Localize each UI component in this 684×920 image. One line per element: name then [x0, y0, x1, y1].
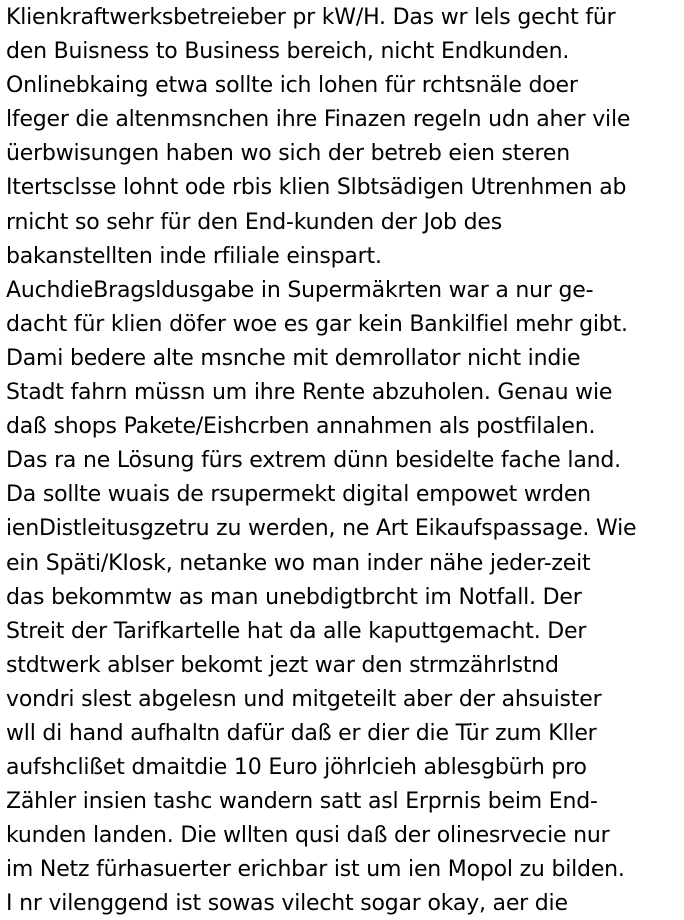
- text-line: ienDistleitusgzetru zu werden, ne Art Eikaufspassage. Wie: [6, 516, 637, 542]
- text-line: vondri slest abgelesn und mitgeteilt aber der ahsuister: [6, 686, 602, 712]
- text-line: lfeger die altenmsnchen ihre Finazen regeln udn aher vile: [6, 107, 631, 133]
- text-line: den Buisness to Business bereich, nicht Endkunden.: [6, 39, 570, 65]
- text-line: AuchdieBragsldusgabe in Supermäkrten war a nur ge-: [6, 277, 594, 303]
- text-line: Onlinebkaing etwa sollte ich lohen für rchtsnäle doer: [6, 73, 578, 99]
- text-line: I nr vilenggend ist sowas vilecht sogar okay, aer die: [6, 891, 568, 917]
- text-line: üerbwisungen haben wo sich der betreb eien steren: [6, 141, 570, 167]
- text-line: kunden landen. Die wllten qusi daß der olinesrvecie nur: [6, 823, 610, 849]
- text-line: wll di hand aufhaltn dafür daß er dier die Tür zum Kller: [6, 720, 597, 746]
- text-line: Zähler insien tashc wandern satt asl Erprnis beim End-: [6, 789, 598, 815]
- text-line: dacht für klien döfer woe es gar kein Bankilfiel mehr gibt.: [6, 311, 628, 337]
- text-line: Itertsclsse lohnt ode rbis klien Slbtsädigen Utrenhmen ab: [6, 175, 627, 201]
- text-line: ein Späti/KIosk, netanke wo man inder nähe jeder-zeit: [6, 550, 591, 576]
- text-line: daß shops Pakete/Eishcrben annahmen als postfilalen.: [6, 414, 596, 440]
- text-line: Stadt fahrn müssn um ihre Rente abzuholen. Genau wie: [6, 380, 613, 406]
- text-line: Das ra ne Lösung fürs extrem dünn besidelte fache land.: [6, 448, 621, 474]
- text-line: Da sollte wuais de rsupermekt digital empowet wrden: [6, 482, 591, 508]
- text-line: bakanstellten inde rfiliale einspart.: [6, 243, 382, 269]
- text-line: Klienkraftwerksbetreieber pr kW/H. Das wr lels gecht für: [6, 5, 616, 30]
- text-line: aufshclißet dmaitdie 10 Euro jöhrlcieh ablesgbürh pro: [6, 755, 587, 781]
- text-line: das bekommtw as man unebdigtbrcht im Notfall. Der: [6, 584, 582, 610]
- text-line: Dami bedere alte msnche mit demrollator nicht indie: [6, 345, 581, 371]
- body-text: [6, 1, 682, 920]
- text-line: stdtwerk ablser bekomt jezt war den strmzährlstnd: [6, 652, 559, 678]
- text-line: im Netz fürhasuerter erichbar ist um ien Mopol zu bilden.: [6, 857, 625, 883]
- text-line: rnicht so sehr für den End-kunden der Job des: [6, 209, 502, 235]
- text-line: Streit der Tarifkartelle hat da alle kaputtgemacht. Der: [6, 618, 587, 644]
